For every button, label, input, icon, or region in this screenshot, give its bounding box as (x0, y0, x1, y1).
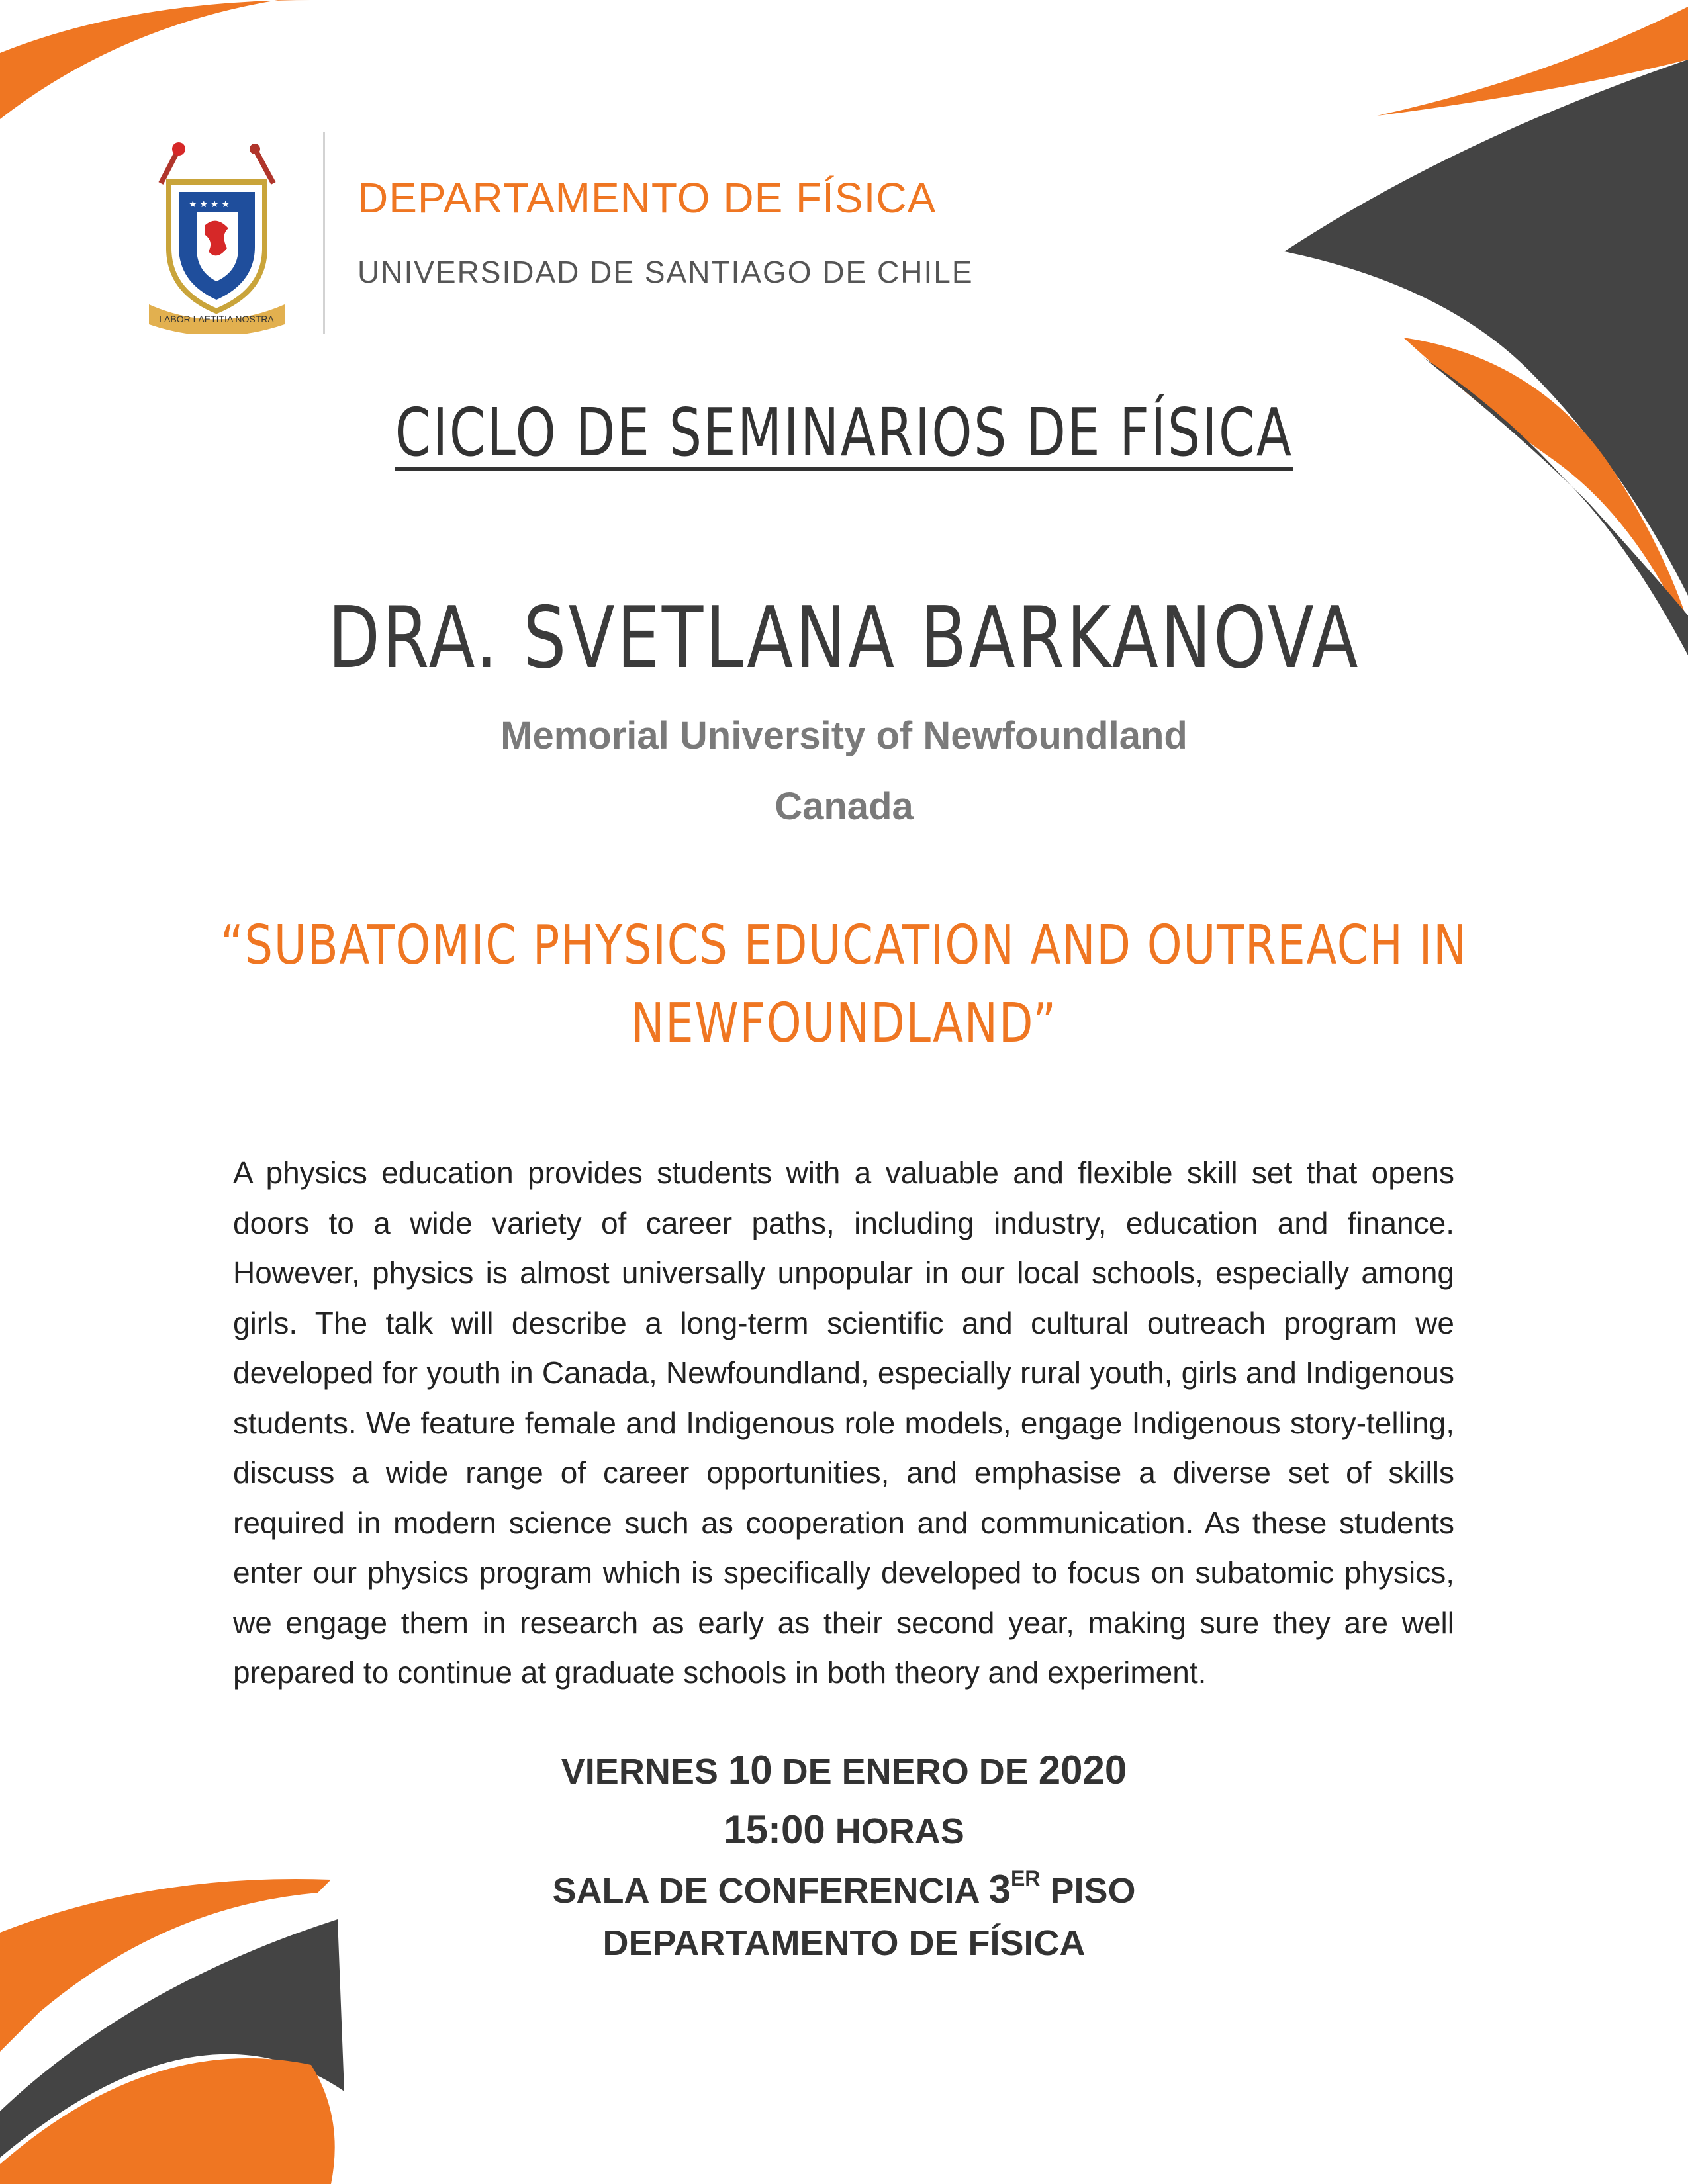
speaker-country: Canada (774, 785, 914, 828)
crest-motto: LABOR LAETITIA NOSTRA (159, 314, 274, 324)
abstract-paragraph: A physics education provides students with a valuable and flexible skill set that opens doors to a wide variety of career paths, including industry, education and finance. However, physics is almost universally unpopular in our local schools, especially among girls. The talk will describe a long-term scientific and cultural outreach program we developed for youth in Canada, Newfoundland, especially rural youth, girls and Indigenous students. We feature female and Indigenous role models, engage Indigenous story-telling, discuss a wide range of career opportunities, and emphasise a diverse set of skills required in modern science such as cooperation and communication. As these students enter our physics program which is specifically developed to focus on subatomic physics, we engage them in research as early as their second year, making sure they are well prepared to continue at graduate schools in both theory and experiment. (233, 1156, 1454, 1690)
event-day: 10 (727, 1748, 773, 1792)
event-date (0, 1747, 1688, 1793)
event-weekday: VIERNES (561, 1752, 718, 1792)
event-time-unit: HORAS (835, 1811, 964, 1851)
event-floor-word: PISO (1050, 1871, 1136, 1911)
event-time (0, 1807, 1688, 1852)
series-title (186, 394, 1503, 471)
event-year: 2020 (1038, 1748, 1127, 1792)
event-month: DE ENERO DE (782, 1752, 1029, 1792)
event-time-value: 15:00 (724, 1807, 825, 1852)
talk-title (152, 907, 1536, 1063)
event-room-prefix: SALA DE CONFERENCIA (552, 1871, 979, 1911)
event-floor-number: 3 (988, 1867, 1011, 1911)
series-title-text: CICLO DE SEMINARIOS DE FÍSICA (395, 394, 1293, 471)
university-name: UNIVERSIDAD DE SANTIAGO DE CHILE (357, 255, 974, 289)
speaker-name: DRA. SVETLANA BARKANOVA (328, 589, 1360, 688)
svg-text:★ ★ ★ ★: ★ ★ ★ ★ (189, 199, 230, 209)
speaker-affiliation: Memorial University of Newfoundland (500, 714, 1188, 757)
university-crest-logo (142, 136, 291, 334)
talk-title-line-2: NEWFOUNDLAND” (631, 992, 1057, 1055)
event-floor-suffix: ER (1010, 1866, 1041, 1890)
event-department: DEPARTAMENTO DE FÍSICA (602, 1923, 1086, 1963)
department-title: DEPARTAMENTO DE FÍSICA (357, 174, 937, 222)
talk-title-line-1: “SUBATOMIC PHYSICS EDUCATION AND OUTREACH IN (220, 914, 1468, 977)
top-left-orange-swoosh (0, 0, 311, 119)
event-room (0, 1866, 1688, 1912)
header-divider (323, 132, 325, 334)
